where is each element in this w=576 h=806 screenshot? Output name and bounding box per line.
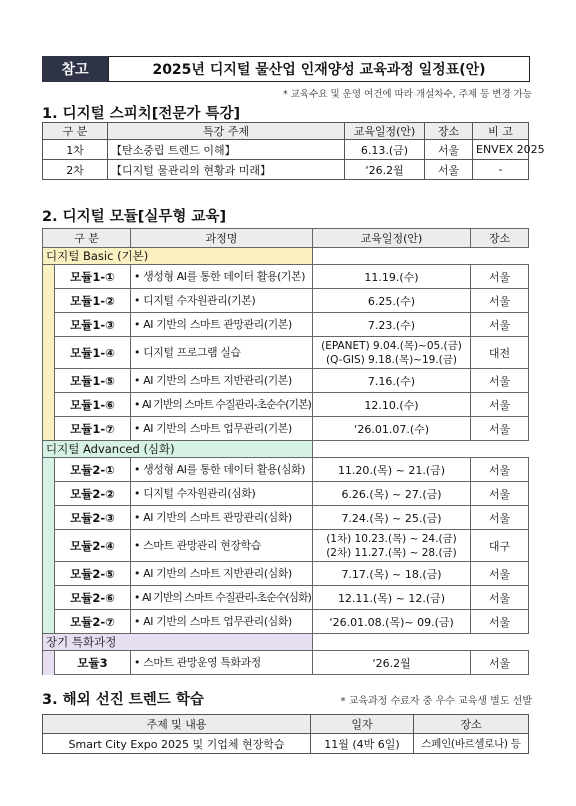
module-course: • AI 기반의 스마트 관망관리(기본) (131, 313, 313, 337)
table-row (43, 160, 529, 180)
lecture-date: 6.13.(금) (345, 140, 425, 160)
table-row (43, 734, 529, 754)
lecture-no: 1차 (43, 140, 108, 160)
category-color-bar (43, 562, 55, 586)
col-header-category: 구 분 (43, 229, 131, 248)
module-place: 서울 (471, 417, 529, 441)
category-color-bar (43, 337, 55, 369)
module-course: • 디지털 수자원관리(기본) (131, 289, 313, 313)
module-id: 모듈1-① (55, 265, 131, 289)
module-date: 12.11.(목) ~ 12.(금) (313, 586, 471, 610)
module-course: • 스마트 관망운영 특화과정 (131, 651, 313, 675)
category-color-bar (43, 482, 55, 506)
module-id: 모듈2-④ (55, 530, 131, 562)
module-date: 6.26.(목) ~ 27.(금) (313, 482, 471, 506)
category-color-bar (43, 393, 55, 417)
col-header-date: 교육일정(안) (313, 229, 471, 248)
module-row (43, 313, 529, 337)
module-course: • 스마트 관망관리 현장학습 (131, 530, 313, 562)
module-course: • AI 기반의 스마트 수질관리-초순수(기본) (131, 393, 313, 417)
module-course: • 생성형 AI를 통한 데이터 활용(기본) (131, 265, 313, 289)
module-date: 6.25.(수) (313, 289, 471, 313)
col-header-date: 일자 (311, 715, 414, 734)
module-date-line1: (EPANET) 9.04.(목)~05.(금) (321, 339, 462, 352)
module-place: 대구 (471, 530, 529, 562)
module-course: • 디지털 프로그램 실습 (131, 337, 313, 369)
trip-topic: Smart City Expo 2025 및 기업체 현장학습 (43, 734, 311, 754)
section2-title: 2. 디지털 모듈[실무형 교육] (42, 209, 227, 225)
module-course: • AI 기반의 스마트 관망관리(심화) (131, 506, 313, 530)
module-id: 모듈2-⑥ (55, 586, 131, 610)
category-row-advanced (43, 441, 529, 458)
module-id: 모듈2-① (55, 458, 131, 482)
category-color-bar (43, 530, 55, 562)
module-row (43, 417, 529, 441)
col-header-place: 장소 (471, 229, 529, 248)
col-header-place: 장소 (425, 123, 473, 140)
module-place: 서울 (471, 562, 529, 586)
lecture-note: ENVEX 2025 (473, 140, 529, 160)
category-row-long-term (43, 634, 529, 651)
module-row (43, 562, 529, 586)
section1-title: 1. 디지털 스피치[전문가 특강] (42, 106, 241, 122)
module-id: 모듈2-③ (55, 506, 131, 530)
module-date (313, 530, 471, 562)
col-header-topic: 특강 주제 (108, 123, 345, 140)
lecture-note: - (473, 160, 529, 180)
module-id: 모듈1-② (55, 289, 131, 313)
col-header-no: 구 분 (43, 123, 108, 140)
reference-tag: 참고 (42, 56, 108, 82)
module-id: 모듈1-⑦ (55, 417, 131, 441)
category-color-bar (43, 289, 55, 313)
module-row (43, 289, 529, 313)
module-place: 서울 (471, 289, 529, 313)
module-date: 11.19.(수) (313, 265, 471, 289)
lecture-place: 서울 (425, 140, 473, 160)
module-place: 대전 (471, 337, 529, 369)
module-course: • 생성형 AI를 통한 데이터 활용(심화) (131, 458, 313, 482)
module-row (43, 393, 529, 417)
category-color-bar (43, 313, 55, 337)
category-color-bar (43, 458, 55, 482)
module-date: 7.23.(수) (313, 313, 471, 337)
module-row (43, 506, 529, 530)
module-date: ‘26.01.07.(수) (313, 417, 471, 441)
module-row (43, 530, 529, 562)
lecture-place: 서울 (425, 160, 473, 180)
module-date: ‘26.01.08.(목)~ 09.(금) (313, 610, 471, 634)
change-notice: * 교육수요 및 운영 여건에 따라 개설차수, 주제 등 변경 가능 (282, 89, 532, 100)
module-id: 모듈2-⑦ (55, 610, 131, 634)
category-color-bar (43, 651, 55, 675)
module-place: 서울 (471, 265, 529, 289)
lecture-topic: 【디지털 물관리의 현황과 미래】 (108, 160, 345, 180)
page-title: 2025년 디지털 물산업 인재양성 교육과정 일정표(안) (108, 56, 530, 82)
module-place: 서울 (471, 482, 529, 506)
category-color-bar (43, 369, 55, 393)
col-header-topic: 주제 및 내용 (43, 715, 311, 734)
module-course: • AI 기반의 스마트 수질관리-초순수(심화) (131, 586, 313, 610)
category-color-bar (43, 586, 55, 610)
module-id: 모듈1-④ (55, 337, 131, 369)
trip-place: 스페인(바르셀로나) 등 (414, 734, 529, 754)
module-place: 서울 (471, 458, 529, 482)
module-course: • 디지털 수자원관리(심화) (131, 482, 313, 506)
module-date: 11.20.(목) ~ 21.(금) (313, 458, 471, 482)
module-course: • AI 기반의 스마트 지반관리(기본) (131, 369, 313, 393)
category-color-bar (43, 417, 55, 441)
module-place: 서울 (471, 313, 529, 337)
module-row (43, 586, 529, 610)
lecture-date: ‘26.2월 (345, 160, 425, 180)
module-date: 7.17.(목) ~ 18.(금) (313, 562, 471, 586)
module-row (43, 265, 529, 289)
module-date (313, 337, 471, 369)
module-place: 서울 (471, 393, 529, 417)
lecture-topic: 【탄소중립 트렌드 이해】 (108, 140, 345, 160)
module-id: 모듈1-⑤ (55, 369, 131, 393)
module-date-line2: (Q-GIS) 9.18.(목)~19.(금) (325, 353, 458, 366)
module-date: 12.10.(수) (313, 393, 471, 417)
module-place: 서울 (471, 369, 529, 393)
overseas-trip-table (42, 714, 529, 754)
module-id: 모듈1-⑥ (55, 393, 131, 417)
col-header-course: 과정명 (131, 229, 313, 248)
module-row (43, 458, 529, 482)
category-label-advanced: 디지털 Advanced (심화) (43, 441, 313, 458)
module-place: 서울 (471, 610, 529, 634)
table-row (43, 140, 529, 160)
module-place: 서울 (471, 506, 529, 530)
module-date-line2: (2차) 11.27.(목) ~ 28.(금) (326, 546, 457, 559)
col-header-note: 비 고 (473, 123, 529, 140)
module-row (43, 369, 529, 393)
module-row (43, 610, 529, 634)
category-label-basic: 디지털 Basic (기본) (43, 248, 313, 265)
module-date: 7.24.(목) ~ 25.(금) (313, 506, 471, 530)
category-row-basic (43, 248, 529, 265)
module-course: • AI 기반의 스마트 업무관리(심화) (131, 610, 313, 634)
category-label-long-term: 장기 특화과정 (43, 634, 313, 651)
module-id: 모듈3 (55, 651, 131, 675)
module-schedule-table (42, 228, 529, 675)
module-row (43, 482, 529, 506)
category-color-bar (43, 610, 55, 634)
module-id: 모듈2-② (55, 482, 131, 506)
section3-title: 3. 해외 선진 트렌드 학습 (42, 692, 204, 708)
lecture-no: 2차 (43, 160, 108, 180)
module-date: ‘26.2월 (313, 651, 471, 675)
col-header-place: 장소 (414, 715, 529, 734)
special-lecture-table (42, 122, 545, 180)
col-header-date: 교육일정(안) (345, 123, 425, 140)
module-place: 서울 (471, 586, 529, 610)
category-color-bar (43, 506, 55, 530)
category-color-bar (43, 265, 55, 289)
selection-note: * 교육과정 수료자 중 우수 교육생 별도 선발 (340, 696, 532, 707)
module-id: 모듈1-③ (55, 313, 131, 337)
module-date: 7.16.(수) (313, 369, 471, 393)
module-id: 모듈2-⑤ (55, 562, 131, 586)
trip-date: 11월 (4박 6일) (311, 734, 414, 754)
module-row (43, 337, 529, 369)
module-date-line1: (1차) 10.23.(목) ~ 24.(금) (326, 532, 457, 545)
module-place: 서울 (471, 651, 529, 675)
module-row (43, 651, 529, 675)
module-course: • AI 기반의 스마트 업무관리(기본) (131, 417, 313, 441)
module-course: • AI 기반의 스마트 지반관리(심화) (131, 562, 313, 586)
